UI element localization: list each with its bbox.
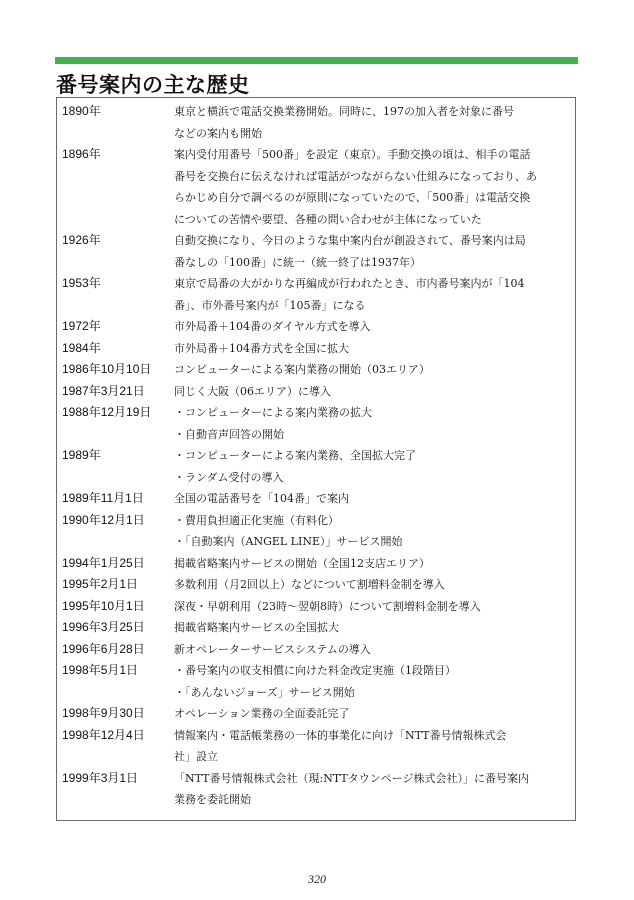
history-description <box>174 381 570 403</box>
history-description <box>174 703 570 725</box>
history-description-line: オペレーション業務の全面委託完了 <box>174 707 350 720</box>
history-row <box>62 402 570 445</box>
history-row <box>62 574 570 596</box>
history-description <box>174 359 570 381</box>
history-row <box>62 338 570 360</box>
history-row <box>62 660 570 703</box>
history-description-line: 東京と横浜で電話交換業務開始。同時に、197の加入者を対象に番号 <box>174 105 514 118</box>
history-description-line: らかじめ自分で調べるのが原則になっていたので、「500番」は電話交換 <box>174 191 531 204</box>
history-row <box>62 768 570 811</box>
history-description-line: 掲載省略案内サービスの全国拡大 <box>174 621 339 634</box>
history-date: 1953年 <box>62 276 101 290</box>
history-description <box>174 553 570 575</box>
history-date: 1998年9月30日 <box>62 706 145 720</box>
history-date: 1896年 <box>62 147 101 161</box>
history-date: 1999年3月1日 <box>62 770 139 785</box>
history-row <box>62 703 570 725</box>
history-date: 1989年 <box>62 448 101 462</box>
history-description <box>174 639 570 661</box>
history-date: 1994年1月25日 <box>62 555 145 570</box>
history-description-line: ・番号案内の収支相償に向けた料金改定実施（1段階目） <box>174 664 456 677</box>
history-description-line: 「NTT番号情報株式会社（現:NTTタウンページ株式会社）」に番号案内 <box>174 771 529 785</box>
history-row <box>62 359 570 381</box>
history-row <box>62 316 570 338</box>
history-row <box>62 488 570 510</box>
history-date: 1995年2月1日 <box>62 577 139 591</box>
history-description-line: 全国の電話番号を「104番」で案内 <box>174 492 349 505</box>
history-description <box>174 660 570 703</box>
history-row <box>62 553 570 575</box>
history-description-line: 社」設立 <box>174 750 218 763</box>
history-description-line: ・コンピューターによる案内業務の拡大 <box>174 406 372 419</box>
history-description-line: 番なしの「100番」に統一（統一終了は1937年） <box>174 255 421 269</box>
history-description <box>174 230 570 273</box>
history-description-line: 新オペレーターサービスシステムの導入 <box>174 642 371 656</box>
history-description <box>174 617 570 639</box>
history-description <box>174 316 570 338</box>
history-description-line: ・コンピューターによる案内業務、全国拡大完了 <box>174 449 416 462</box>
history-description <box>174 574 570 596</box>
history-row <box>62 273 570 316</box>
history-description <box>174 768 570 811</box>
history-row <box>62 596 570 618</box>
history-description <box>174 596 570 618</box>
history-row <box>62 230 570 273</box>
history-date: 1989年11月1日 <box>62 491 144 505</box>
history-description-line: ・自動音声回答の開始 <box>174 427 284 441</box>
history-description <box>174 510 570 553</box>
title-accent-rule <box>55 57 578 64</box>
history-date: 1926年 <box>62 233 101 247</box>
history-description-line: 深夜・早朝利用（23時～翌朝8時）について割増料金制を導入 <box>174 599 481 613</box>
history-description <box>174 101 570 144</box>
history-description-line: 多数利用（月2回以上）などについて割増料金制を導入 <box>174 578 445 591</box>
history-row <box>62 725 570 768</box>
history-date: 1986年10月10日 <box>62 362 152 376</box>
history-date: 1890年 <box>62 104 101 118</box>
page-number: 320 <box>308 872 326 886</box>
history-description <box>174 725 570 768</box>
history-description <box>174 273 570 316</box>
page-title: 番号案内の主な歴史 <box>56 73 250 97</box>
history-date: 1998年12月4日 <box>62 727 145 742</box>
history-description-line: 番号を交換台に伝えなければ電話がつながらない仕組みになっており、あ <box>174 169 537 183</box>
history-table-body <box>62 101 570 811</box>
history-description-line: 市外局番＋104番方式を全国に拡大 <box>174 341 349 355</box>
history-description-line: についての苦情や要望、各種の問い合わせが主体になっていた <box>174 212 482 226</box>
history-date: 1995年10月1日 <box>62 598 145 613</box>
history-table <box>62 101 570 811</box>
history-date: 1988年12月19日 <box>62 405 152 419</box>
history-description-line: 東京で局番の大がかりな再編成が行われたとき、市内番号案内が「104 <box>174 277 525 290</box>
history-row <box>62 101 570 144</box>
history-row <box>62 639 570 661</box>
history-description <box>174 144 570 230</box>
history-row <box>62 445 570 488</box>
history-description-line: ・「自動案内（ANGEL LINE）」サービス開始 <box>174 535 403 548</box>
history-description-line: ・ランダム受付の導入 <box>174 470 284 484</box>
history-description-line: 自動交換になり、今日のような集中案内台が創設されて、番号案内は局 <box>174 234 526 247</box>
history-description <box>174 338 570 360</box>
history-description-line: 案内受付用番号「500番」を設定（東京）。手動交換の頃は、相手の電話 <box>174 148 531 161</box>
history-row <box>62 381 570 403</box>
history-row <box>62 510 570 553</box>
history-date: 1984年 <box>62 340 101 355</box>
history-description-line: 同じく大阪（06エリア）に導入 <box>174 384 331 398</box>
history-description <box>174 488 570 510</box>
history-description-line: ・費用負担適正化実施（有料化） <box>174 513 339 527</box>
history-date: 1987年3月21日 <box>62 383 145 398</box>
history-row <box>62 617 570 639</box>
history-description <box>174 402 570 445</box>
history-description-line: 掲載省略案内サービスの開始（全国12支店エリア） <box>174 556 430 570</box>
history-date: 1996年6月28日 <box>62 641 145 656</box>
history-description-line: 情報案内・電話帳業務の一体的事業化に向け「NTT番号情報株式会 <box>174 728 507 742</box>
history-description-line: 市外局番＋104番のダイヤル方式を導入 <box>174 320 371 333</box>
history-description-line: などの案内も開始 <box>174 126 262 140</box>
history-date: 1972年 <box>62 319 101 333</box>
history-date: 1990年12月1日 <box>62 512 145 527</box>
history-date: 1998年5月1日 <box>62 663 139 677</box>
history-description-line: コンピューターによる案内業務の開始（03エリア） <box>174 363 430 376</box>
history-row <box>62 144 570 230</box>
history-description-line: 業務を委託開始 <box>174 793 251 806</box>
history-description <box>174 445 570 488</box>
history-date: 1996年3月25日 <box>62 620 145 634</box>
history-description-line: 番」、市外番号案内が「105番」になる <box>174 298 366 312</box>
history-description-line: ・「あんないジョーズ」サービス開始 <box>174 685 355 699</box>
